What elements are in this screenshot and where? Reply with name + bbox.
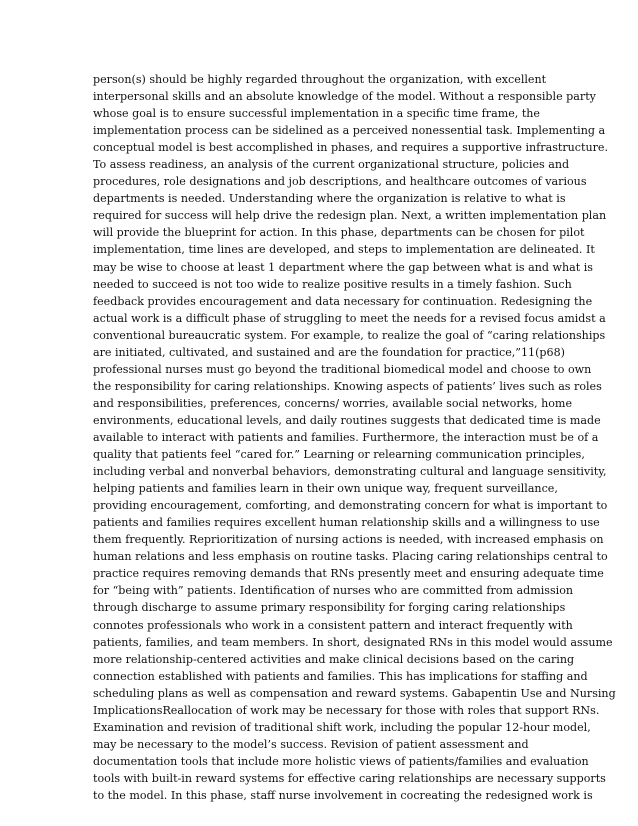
text-line: departments is needed. Understanding where the organization is relative to what is bbox=[93, 192, 566, 206]
text-line: whose goal is to ensure successful implementation in a specific time frame, the bbox=[93, 107, 540, 121]
text-line: may be wise to choose at least 1 department where the gap between what is and what is bbox=[93, 260, 593, 274]
text-line: for “being with” patients. Identification of nurses who are committed from admission bbox=[93, 584, 574, 598]
text-line: providing encouragement, comforting, and demonstrating concern for what is important to bbox=[93, 499, 608, 513]
text-line: procedures, role designations and job descriptions, and healthcare outcomes of various bbox=[93, 175, 587, 189]
text-line: more relationship-centered activities and make clinical decisions based on the caring bbox=[93, 652, 575, 666]
text-line: To assess readiness, an analysis of the current organizational structure, policies and bbox=[93, 158, 570, 172]
text-line: ImplicationsReallocation of work may be necessary for those with roles that support RNs. bbox=[93, 703, 600, 717]
text-line: through discharge to assume primary responsibility for forging caring relationships bbox=[93, 601, 566, 615]
text-line: implementation, time lines are developed, and steps to implementation are delineated. It bbox=[93, 243, 595, 257]
text-line: patients and families requires excellent human relationship skills and a willingness to use bbox=[93, 516, 600, 530]
text-line: Examination and revision of traditional shift work, including the popular 12-hour model, bbox=[93, 720, 591, 734]
text-line: quality that patients feel “cared for.” Learning or relearning communication principles, bbox=[93, 448, 585, 462]
text-line: feedback provides encouragement and data necessary for continuation. Redesigning the bbox=[93, 294, 593, 308]
text-line: will provide the blueprint for action. In this phase, departments can be chosen for pilot bbox=[93, 226, 585, 240]
text-line: needed to succeed is not too wide to realize positive results in a timely fashion. Such bbox=[93, 277, 572, 291]
text-line: may be necessary to the model’s success. Revision of patient assessment and bbox=[93, 737, 529, 751]
text-line: and responsibilities, preferences, concerns/ worries, available social networks, home bbox=[93, 396, 573, 410]
text-line: are initiated, cultivated, and sustained and are the foundation for practice,”11(p68) bbox=[93, 345, 565, 359]
text-line: to the model. In this phase, staff nurse involvement in cocreating the redesigned work is bbox=[93, 788, 593, 802]
text-line: conventional bureaucratic system. For example, to realize the goal of “caring relationships bbox=[93, 328, 606, 342]
text-line: practice requires removing demands that RNs presently meet and ensuring adequate time bbox=[93, 567, 604, 581]
text-line: required for success will help drive the redesign plan. Next, a written implementation plan bbox=[93, 209, 607, 223]
text-line: interpersonal skills and an absolute knowledge of the model. Without a responsible party bbox=[93, 90, 596, 104]
text-line: conceptual model is best accomplished in phases, and requires a supportive infrastructure. bbox=[93, 141, 609, 155]
text-line: them frequently. Reprioritization of nursing actions is needed, with increased emphasis on bbox=[93, 533, 604, 547]
text-line: actual work is a difficult phase of struggling to meet the needs for a revised focus amidst a bbox=[93, 311, 606, 325]
text-line: person(s) should be highly regarded throughout the organization, with excellent bbox=[93, 73, 547, 86]
text-line: scheduling plans as well as compensation and reward systems. Gabapentin Use and Nursing bbox=[93, 686, 616, 700]
text-line: connection established with patients and families. This has implications for staffing and bbox=[93, 669, 588, 683]
text-line: helping patients and families learn in their own unique way, frequent surveillance, bbox=[93, 482, 558, 496]
text-line: professional nurses must go beyond the traditional biomedical model and choose to own bbox=[93, 362, 592, 376]
text-line: tools with built-in reward systems for effective caring relationships are necessary supports bbox=[93, 771, 606, 785]
text-line: connotes professionals who work in a consistent pattern and interact frequently with bbox=[93, 618, 573, 632]
text-line: including verbal and nonverbal behaviors, demonstrating cultural and language sensitivity, bbox=[93, 465, 607, 479]
text-line: environments, educational levels, and daily routines suggests that dedicated time is made bbox=[93, 413, 601, 427]
text-line: documentation tools that include more holistic views of patients/families and evaluation bbox=[93, 754, 589, 768]
text-line: the responsibility for caring relationships. Knowing aspects of patients’ lives such as roles bbox=[93, 379, 602, 393]
text-line: implementation process can be sidelined as a perceived nonessential task. Implementing a bbox=[93, 124, 606, 138]
body-paragraph bbox=[93, 71, 616, 804]
text-line: patients, families, and team members. In short, designated RNs in this model would assume bbox=[93, 635, 613, 649]
text-line: available to interact with patients and families. Furthermore, the interaction must be of a bbox=[93, 430, 599, 444]
text-line: human relations and less emphasis on routine tasks. Placing caring relationships central to bbox=[93, 550, 608, 564]
